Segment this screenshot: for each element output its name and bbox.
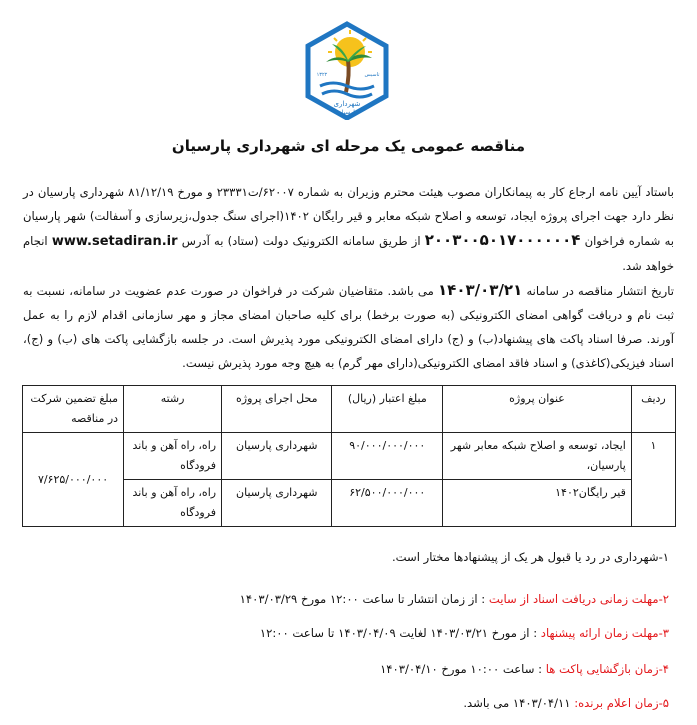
note-item: [463, 696, 669, 710]
note-text: ۱۴۰۳/۰۴/۱۱ می باشد.: [463, 696, 571, 710]
paragraph-1-part-2: از طریق سامانه الکترونیک دولت (ستاد) به آدرس: [181, 234, 421, 248]
logo-text-bottom: پارسیان: [337, 109, 357, 116]
logo-year-right: تاسیس: [364, 72, 380, 78]
cell-location: شهرداری پارسیان: [222, 433, 332, 480]
note-text: : از مورخ ۱۴۰۳/۰۳/۲۱ لغایت ۱۴۰۳/۰۴/۰۹ تا ساعت ۱۲:۰۰: [259, 626, 538, 640]
cell-location: شهرداری پارسیان: [222, 480, 332, 527]
paragraph-1-part-3: انجام خواهد شد.: [23, 234, 674, 273]
cell-project-title: ایجاد، توسعه و اصلاح شبکه معابر شهر پارسیان،: [443, 433, 632, 480]
header-bond: مبلغ تضمین شرکت در مناقصه: [23, 386, 124, 433]
paragraph-1-part-1: باستاد آیین نامه ارجاع کار به پیمانکاران مصوب هیئت محترم وزیران به شماره ۶۲۰۰۷/ت۲۳۳۳۱ و مورخ ۸۱/۱۲/۱۹ شهرداری پارسیان در نظر دارد جهت اجرای پروژه ایجاد، توسعه و اصلاح شبکه معابر و قیر رایگان ۱۴۰۲(اجرای سنگ جدول،زیرسازی و آسفالت) شهر پارسیان به شماره فراخوان: [23, 185, 675, 248]
paragraph-announcement: [23, 180, 674, 278]
header-row-number: ردیف: [631, 386, 675, 433]
logo-year-left: ۱۳۲۲: [316, 72, 328, 78]
publish-date: ۱۴۰۳/۰۳/۲۱: [438, 281, 523, 299]
header-field: رشته: [124, 386, 222, 433]
note-label: ۲-مهلت زمانی دریافت اسناد از سایت: [488, 592, 669, 606]
municipality-logo: [298, 20, 396, 120]
note-item: [240, 592, 669, 606]
note-item: [260, 626, 669, 640]
cell-amount: ۹۰/۰۰۰/۰۰۰/۰۰۰: [332, 433, 443, 480]
cell-row-number: ۱: [631, 433, 675, 527]
cell-project-title: قیر رایگان۱۴۰۲: [443, 480, 632, 527]
cell-field: راه، راه آهن و باند فرودگاه: [124, 433, 222, 480]
paragraph-2-part-2: می باشد. متقاضیان شرکت در فراخوان در صورت عدم عضویت در سامانه، نسبت به ثبت نام و دریافت گواهی امضای الکترونیکی (به صورت برخط) برای کلیه صاحبان امضای مجاز و مهر سازمانی اقدام لازم را به عمل آورند. صرفا اسناد پاکت های پیشنهاد(ب) و (ج) دارای امضای الکترونیکی مورد پذیرش است. در جلسه بازگشایی پاکت های (ب) و (ج)، اسناد فیزیکی(کاغذی) و اسناد فاقد امضای الکترونیکی(دارای مهر گرم) به هیچ وجه مورد پذیرش نیست.: [23, 284, 674, 370]
tender-number: ۲۰۰۳۰۰۵۰۱۷۰۰۰۰۰۰۴: [424, 231, 581, 249]
note-label: ۳-مهلت زمان ارائه پیشنهاد: [540, 626, 669, 640]
paragraph-publish-info: [23, 278, 674, 375]
table-row: [23, 433, 676, 480]
cell-amount: ۶۲/۵۰۰/۰۰۰/۰۰۰: [332, 480, 443, 527]
cell-field: راه، راه آهن و باند فرودگاه: [124, 480, 222, 527]
note-text: : ساعت ۱۰:۰۰ مورخ ۱۴۰۳/۰۴/۱۰: [380, 662, 543, 676]
note-item: [392, 550, 669, 564]
logo-text-top: شهرداری: [333, 100, 361, 108]
note-item: [380, 662, 669, 676]
note-label: ۱-شهرداری در رد یا قبول هر یک از پیشنهادها مختار است.: [391, 550, 669, 564]
website-link[interactable]: www.setadiran.ir: [51, 234, 178, 249]
header-location: محل اجرای پروژه: [222, 386, 332, 433]
paragraph-2-part-1: تاریخ انتشار مناقصه در سامانه: [526, 284, 675, 298]
note-label: ۵-زمان اعلام برنده:: [574, 696, 669, 710]
header-amount: مبلغ اعتبار (ریال): [332, 386, 443, 433]
projects-table: [22, 385, 676, 527]
note-text: : از زمان انتشار تا ساعت ۱۲:۰۰ مورخ ۱۴۰۳/۰۳/۲۹: [239, 592, 486, 606]
cell-bond: ۷/۶۲۵/۰۰۰/۰۰۰: [23, 433, 124, 527]
header-project-title: عنوان پروژه: [443, 386, 632, 433]
note-label: ۴-زمان بازگشایی پاکت ها: [545, 662, 669, 676]
tender-description: [23, 180, 674, 375]
page-title: مناقصه عمومی یک مرحله ای شهرداری پارسیان: [171, 137, 526, 155]
table-header-row: [23, 386, 676, 433]
